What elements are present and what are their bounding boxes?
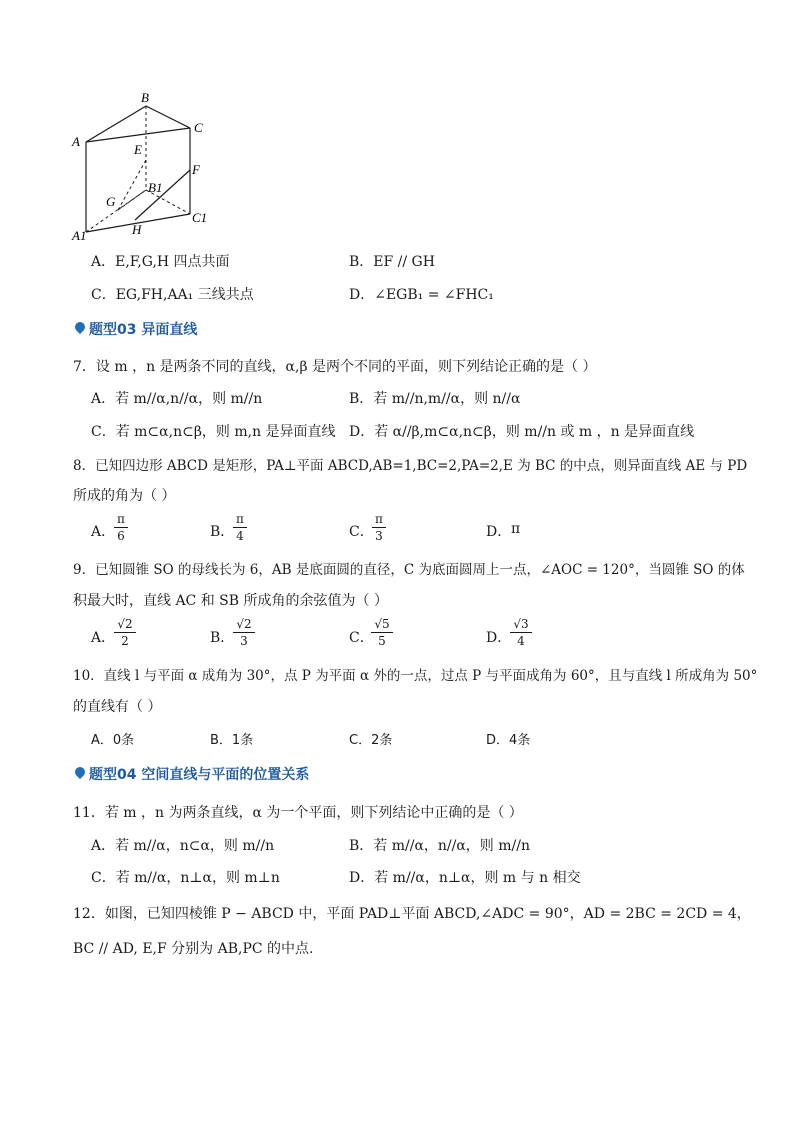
q11-option-d: D．若 m//α，n⊥α，则 m 与 n 相交 <box>349 870 581 886</box>
q10-option-d: D．4条 <box>486 733 531 748</box>
fraction-denominator: 2 <box>121 634 129 648</box>
q6-option-b: B．EF // GH <box>349 254 435 270</box>
label-A1: A1 <box>72 228 87 243</box>
fraction-numerator: √2 <box>236 617 252 631</box>
location-pin-icon <box>73 320 87 334</box>
location-pin-icon <box>73 765 87 779</box>
q10-option-a: A．0条 <box>91 733 135 748</box>
q12-stem-line2: BC // AD, E,F 分别为 AB,PC 的中点. <box>73 941 314 957</box>
fraction-numerator: √5 <box>374 617 390 631</box>
q8-option-a-label: A． <box>91 524 116 540</box>
label-E: E <box>134 142 142 157</box>
q8-option-c-label: C． <box>349 524 374 540</box>
fraction-numerator: √3 <box>513 617 529 631</box>
q12-stem-line1: 12．如图，已知四棱锥 P − ABCD 中，平面 PAD⊥平面 ABCD,∠ADC = 90°，AD = 2BC = 2CD = 4， <box>73 906 751 922</box>
q6-option-a: A．E,F,G,H 四点共面 <box>91 254 230 270</box>
q8-stem-line1: 8．已知四边形 ABCD 是矩形，PA⊥平面 ABCD,AB=1,BC=2,PA=2,E 为 BC 的中点，则异面直线 AE 与 PD <box>73 458 748 474</box>
q7-option-c: C．若 m⊂α,n⊂β，则 m,n 是异面直线 <box>91 424 336 440</box>
section-title-04: 题型04 空间直线与平面的位置关系 <box>89 767 310 783</box>
q9-stem-line1: 9．已知圆锥 SO 的母线长为 6，AB 是底面圆的直径，C 为底面圆周上一点，∠AOC = 120°，当圆锥 SO 的体 <box>73 562 745 578</box>
q9-option-d-label: D． <box>486 630 512 646</box>
section-title-03: 题型03 异面直线 <box>89 322 198 338</box>
q8-option-d-label: D． <box>486 524 512 540</box>
q10-stem-line2: 的直线有（ ） <box>73 699 162 715</box>
q6-option-c: C．EG,FH,AA₁ 三线共点 <box>91 287 254 303</box>
fraction-denominator: 3 <box>240 634 248 648</box>
q11-option-c: C．若 m//α，n⊥α，则 m⊥n <box>91 870 280 886</box>
label-C1: C1 <box>192 210 208 225</box>
label-B1: B1 <box>148 180 163 195</box>
q8-option-c-fraction <box>372 512 386 543</box>
fraction-denominator: 4 <box>517 634 525 648</box>
q8-stem-line2: 所成的角为（ ） <box>73 488 176 504</box>
q11-option-a: A．若 m//α，n⊂α，则 m//n <box>91 838 275 854</box>
prism-figure <box>70 90 220 250</box>
q6-option-d: D．∠EGB₁ = ∠FHC₁ <box>349 287 494 303</box>
label-C: C <box>194 120 203 135</box>
q9-option-d-fraction <box>510 617 532 648</box>
q8-option-b-fraction <box>233 512 247 543</box>
q9-option-a-fraction <box>114 617 136 648</box>
q7-option-d: D．若 α//β,m⊂α,n⊂β，则 m//n 或 m ，n 是异面直线 <box>349 424 695 440</box>
fraction-denominator: 3 <box>375 529 383 543</box>
label-F: F <box>192 162 200 177</box>
q9-option-b-fraction <box>233 617 255 648</box>
q8-option-b-label: B． <box>210 524 235 540</box>
q8-option-a-fraction <box>114 512 128 543</box>
q11-option-b: B．若 m//α，n//α，则 m//n <box>349 838 530 854</box>
q7-option-a: A．若 m//α,n//α，则 m//n <box>91 391 263 407</box>
q9-option-b-label: B． <box>210 630 235 646</box>
fraction-numerator: √2 <box>117 617 133 631</box>
fraction-denominator: 5 <box>378 634 386 648</box>
fraction-numerator: π <box>375 512 383 526</box>
label-H: H <box>132 222 142 237</box>
label-G: G <box>106 194 116 209</box>
q9-option-c-label: C． <box>349 630 374 646</box>
q8-option-d-value: π <box>511 521 521 537</box>
q7-stem: 7．设 m ，n 是两条不同的直线，α,β 是两个不同的平面，则下列结论正确的是（ ） <box>73 359 597 375</box>
fraction-numerator: π <box>117 512 125 526</box>
q10-stem-line1: 10．直线 l 与平面 α 成角为 30°，点 P 为平面 α 外的一点，过点 P 与平面成角为 60°，且与直线 l 所成角为 50° <box>73 668 758 684</box>
fraction-denominator: 4 <box>236 529 244 543</box>
label-B: B <box>141 90 149 105</box>
q9-stem-line2: 积最大时，直线 AC 和 SB 所成角的余弦值为（ ） <box>73 593 388 609</box>
fraction-numerator: π <box>236 512 244 526</box>
q9-option-a-label: A． <box>91 630 116 646</box>
q10-option-c: C．2条 <box>349 733 393 748</box>
q7-option-b: B．若 m//n,m//α，则 n//α <box>349 391 521 407</box>
fraction-denominator: 6 <box>117 529 125 543</box>
label-A: A <box>72 134 80 149</box>
q10-option-b: B．1条 <box>210 733 254 748</box>
q9-option-c-fraction <box>371 617 393 648</box>
q11-stem: 11．若 m ，n 为两条直线，α 为一个平面，则下列结论中正确的是（ ） <box>73 805 523 821</box>
